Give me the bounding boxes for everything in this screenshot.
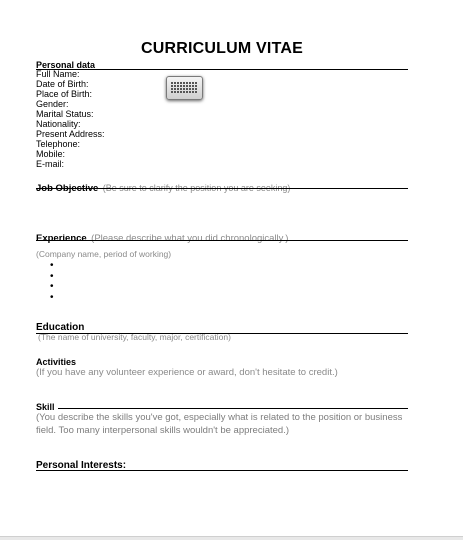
experience-line <box>36 228 288 246</box>
job-objective-heading: Job Objective <box>36 183 99 194</box>
field-marital-status[interactable]: Marital Status: <box>36 109 94 119</box>
experience-bullets <box>50 261 54 303</box>
personal-fields <box>36 69 105 169</box>
field-present-address[interactable]: Present Address: <box>36 129 105 139</box>
bullet-item[interactable]: • <box>50 291 54 303</box>
field-place-of-birth[interactable]: Place of Birth: <box>36 89 93 99</box>
personal-interests-rule <box>36 470 408 471</box>
field-email[interactable]: E-mail: <box>36 159 65 169</box>
keyboard-icon[interactable] <box>166 76 203 100</box>
experience-hint[interactable]: (Please describe what you did chronologically.) <box>91 233 289 244</box>
field-telephone[interactable]: Telephone: <box>36 139 81 149</box>
experience-rule <box>36 240 408 241</box>
document-title: CURRICULUM VITAE <box>140 40 303 57</box>
job-objective-hint[interactable]: (Be sure to clarify the position you are seeking) <box>102 183 291 193</box>
job-objective-rule <box>36 188 408 189</box>
personal-data-heading: Personal data <box>36 60 96 70</box>
field-date-of-birth[interactable]: Date of Birth: <box>36 79 89 89</box>
keyboard-keys <box>171 82 198 93</box>
activities-hint[interactable]: (If you have any volunteer experience or award, don't hesitate to credit.) <box>36 367 338 378</box>
skill-heading: Skill <box>36 402 55 412</box>
experience-heading: Experience <box>36 233 87 244</box>
personal-interests-heading: Personal Interests: <box>36 460 127 471</box>
experience-sub[interactable]: (Company name, period of working) <box>36 249 172 259</box>
skill-rule <box>58 408 408 409</box>
education-heading: Education <box>36 322 85 333</box>
education-hint[interactable]: (The name of university, faculty, major, certification) <box>38 332 231 342</box>
bottom-scrollbar[interactable] <box>0 536 463 540</box>
bullet-item[interactable]: • <box>50 270 54 282</box>
activities-heading: Activities <box>36 357 77 367</box>
field-full-name[interactable]: Full Name: <box>36 69 80 79</box>
skill-hint[interactable]: (You describe the skills you've got, especially what is related to the position or business field. Too many interpersonal skills wouldn't be appreciated.) <box>36 412 403 436</box>
field-nationality[interactable]: Nationality: <box>36 119 81 129</box>
bullet-item[interactable]: • <box>50 281 54 292</box>
field-gender[interactable]: Gender: <box>36 99 69 109</box>
field-mobile[interactable]: Mobile: <box>36 149 66 159</box>
job-objective-line <box>36 178 290 196</box>
bullet-item[interactable]: • <box>50 260 54 271</box>
